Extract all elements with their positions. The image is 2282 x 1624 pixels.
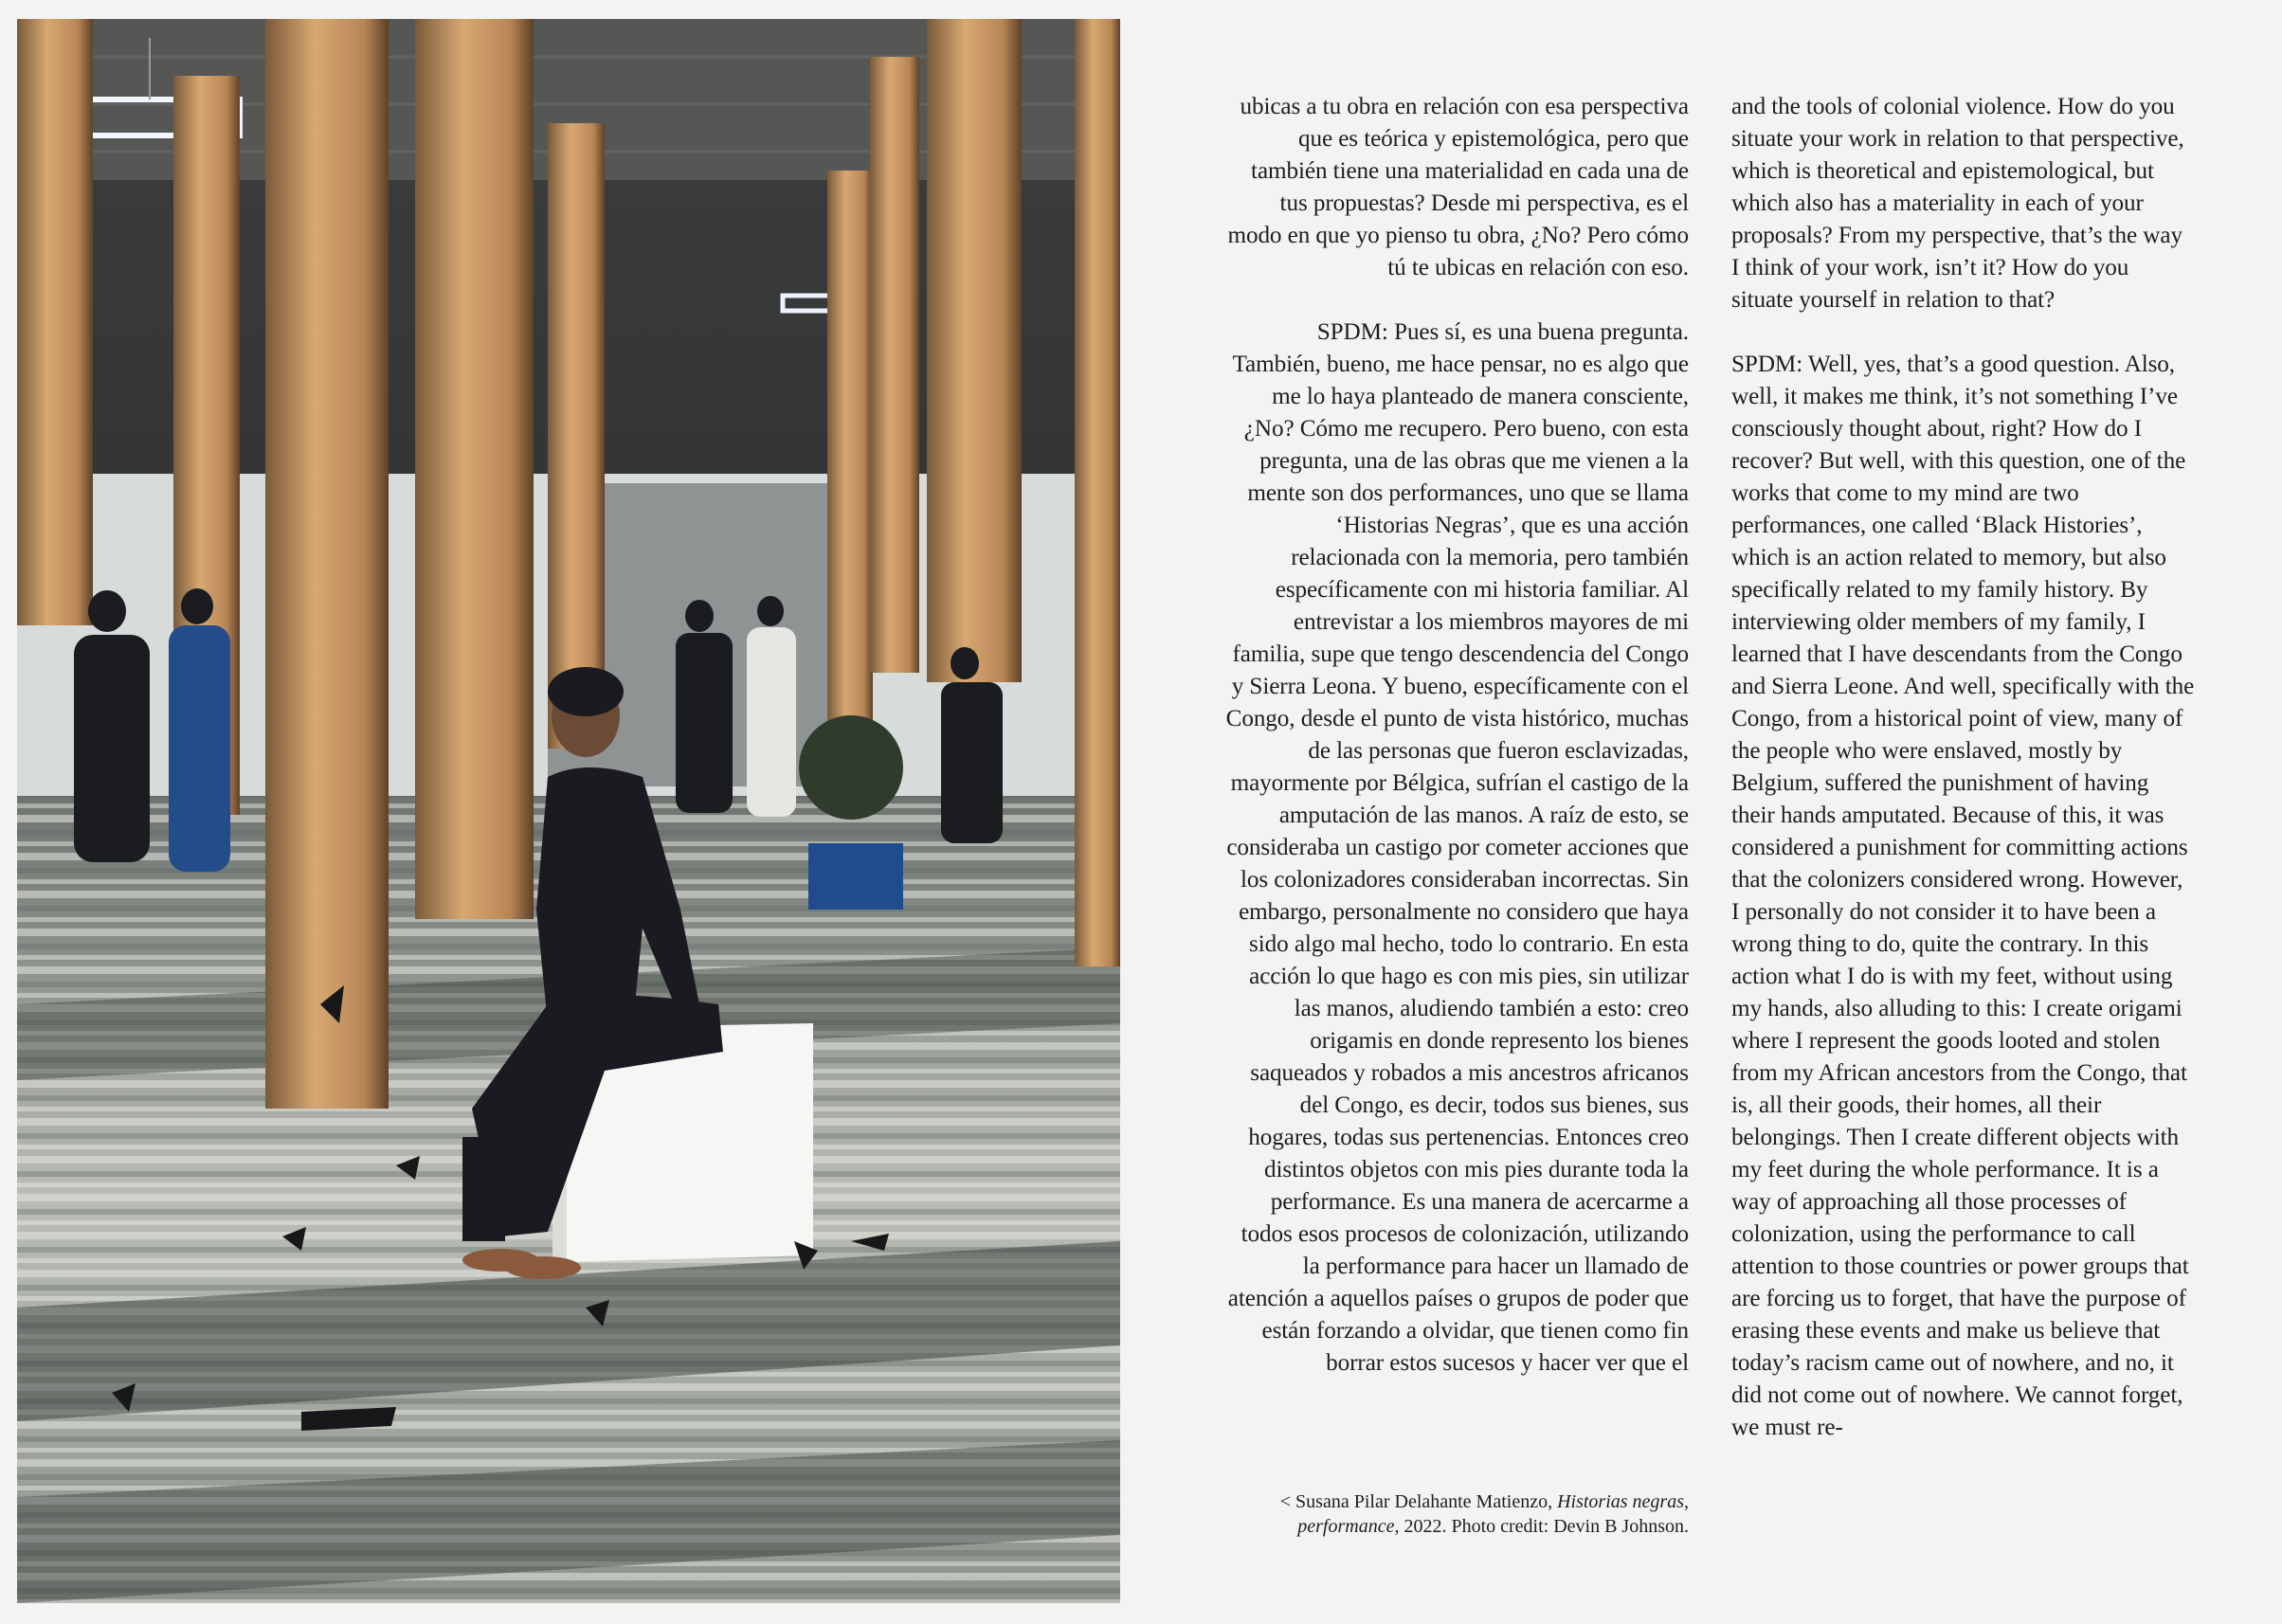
performance-photo xyxy=(17,19,1120,1603)
english-column xyxy=(1731,91,2196,1476)
english-paragraph: SPDM: Well, yes, that’s a good question. Also, well, it makes me think, it’s not something I’ve consciously thought about, right? How do I recover? But well, with this question, one of the works that come to my mind are two performances, one called ‘Black Histories’, which is an action related to memory, but also specifically related to my family history. By interviewing older members of my family, I learned that I have descendants from the Congo and Sierra Leone. And well, specifically with the Congo, from a historical point of view, many of the people who were enslaved, mostly by Belgium, suffered the punishment of having their hands amputated. Because of this, it was considered a punishment for committing actions that the colonizers considered wrong. However, I personally do not consider it to have been a wrong thing to do, quite the contrary. In this action what I do is with my feet, without using my hands, also alluding to this: I create origami where I represent the goods looted and stolen from my African ancestors from the Congo, that is, all their goods, their homes, all their belongings. Then I create different objects with my feet during the whole performance. It is a way of approaching all those processes of colonization, using the performance to call attention to those countries or power groups that are forcing us to forget, that have the purpose of erasing these events and make us believe that today’s racism came out of nowhere, and no, it did not come out of nowhere. We cannot forget, we must re- xyxy=(1731,352,2195,1440)
spanish-paragraph: ubicas a tu obra en relación con esa perspectiva que es teórica y epistemológica, pero que también tiene una materialidad en cada una de tus propuestas? Desde mi perspectiva, es el modo en que yo pienso tu obra, ¿No? Pero cómo tú te ubicas en relación con eso. xyxy=(1227,94,1689,280)
caption-work-title: Historias negras, performance, xyxy=(1297,1491,1689,1537)
spanish-paragraph: SPDM: Pues sí, es una buena pregunta. También, bueno, me hace pensar, no es algo que me lo haya planteado de manera consciente, ¿No? Cómo me recupero. Pero bueno, con esta pregunta, una de las obras que me vienen a la mente son dos performances, uno que se llama ‘Historias Negras’, que es una acción relacionada con la memoria, pero también específicamente con mi historia familiar. Al entrevistar a los miembros mayores de mi familia, supe que tengo descendencia del Congo y Sierra Leona. Y bueno, específicamente con el Congo, desde el punto de vista histórico, muchas de las personas que fueron esclavizadas, mayormente por Bélgica, sufrían el castigo de la amputación de las manos. A raíz de esto, se consideraba un castigo por cometer acciones que los colonizadores consideraban incorrectas. Sin embargo, personalmente no considero que haya sido algo mal hecho, todo lo contrario. En esta acción lo que hago es con mis pies, sin utilizar las manos, aludiendo también a esto: creo origamis en donde represento los bienes saqueados y robados a mis ancestros africanos del Congo, es decir, todos sus bienes, sus hogares, todas sus pertenencias. Entonces creo distintos objetos con mis pies durante toda la performance. Es una manera de acercarme a todos esos procesos de colonización, utilizando la performance para hacer un llamado de atención a aquellos países o grupos de poder que están forzando a olvidar, que tienen como fin borrar estos sucesos y hacer ver que el xyxy=(1225,319,1689,1376)
photo-caption xyxy=(1196,1489,1689,1539)
photo-illustration xyxy=(17,19,1120,1603)
caption-prefix: < Susana Pilar Delahante Matienzo, xyxy=(1279,1491,1558,1512)
spanish-column xyxy=(1224,91,1689,1412)
caption-suffix: 2022. Photo credit: Devin B Johnson. xyxy=(1399,1516,1689,1537)
english-paragraph: and the tools of colonial violence. How do you situate your work in relation to that perspective, which is theoretical and epistemological, but which also has a materiality in each of your proposals? From my perspective, that’s the way I think of your work, isn’t it? How do you situate yourself in relation to that? xyxy=(1731,94,2184,313)
